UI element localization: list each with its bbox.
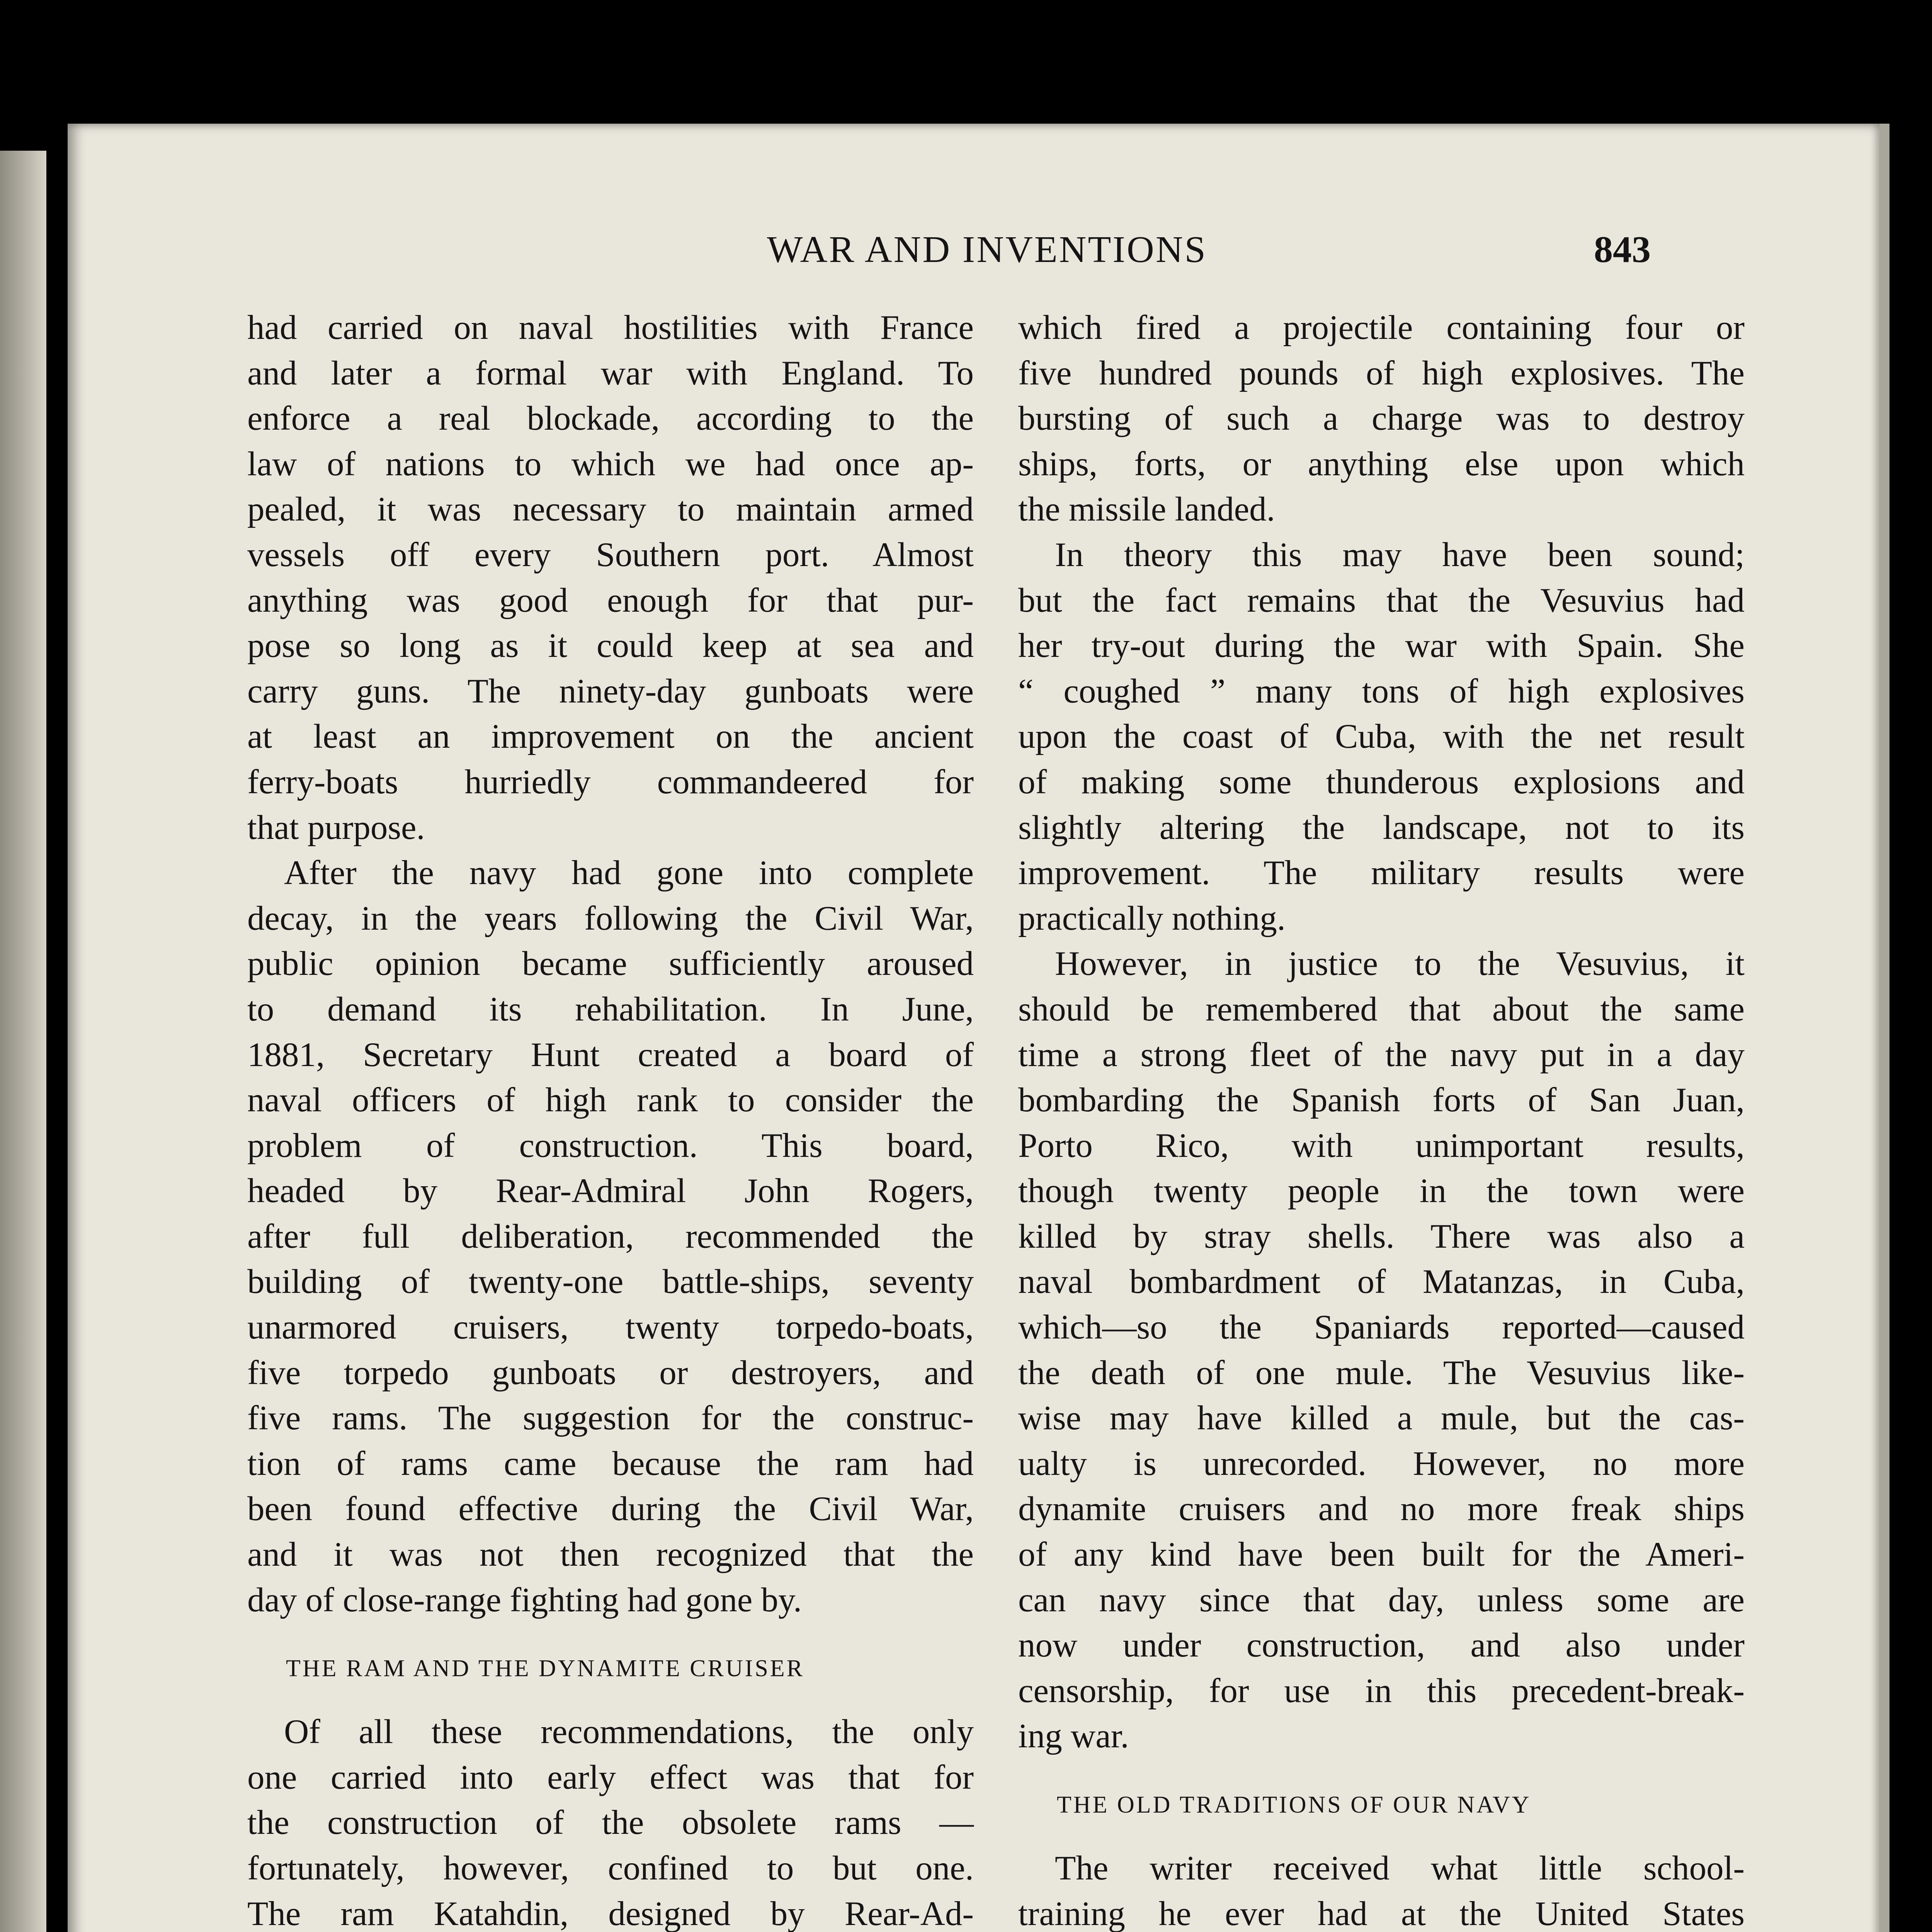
text-line: her try-out during the war with Spain. She <box>1018 627 1745 665</box>
text-line: practically nothing. <box>1018 899 1286 937</box>
text-line: improvement. The military results were <box>1018 854 1745 892</box>
text-line: to demand its rehabilitation. In June, <box>247 990 974 1028</box>
text-line: unarmored cruisers, twenty torpedo-boats, <box>247 1308 974 1347</box>
text-line: carry guns. The ninety-day gunboats were <box>247 672 974 710</box>
text-line: five torpedo gunboats or destroyers, and <box>247 1354 974 1392</box>
text-line: training he ever had at the United States <box>1018 1895 1745 1932</box>
text-line: naval officers of high rank to consider the <box>247 1081 974 1119</box>
text-line: ships, forts, or anything else upon which <box>1018 445 1745 483</box>
text-line: and later a formal war with England. To <box>247 354 974 392</box>
text-line: of making some thunderous explosions and <box>1018 763 1745 801</box>
text-line: dynamite cruisers and no more freak ships <box>1018 1490 1745 1528</box>
page-number: 843 <box>1594 229 1651 270</box>
text-line: can navy since that day, unless some are <box>1018 1581 1745 1619</box>
running-title: WAR AND INVENTIONS <box>767 229 1208 270</box>
text-line: public opinion became sufficiently aroused <box>247 945 974 983</box>
text-line: ualty is unrecorded. However, no more <box>1018 1444 1745 1483</box>
text-line: which fired a projectile containing four or <box>1018 309 1745 347</box>
text-line: censorship, for use in this precedent-break- <box>1018 1672 1745 1710</box>
text-line: vessels off every Southern port. Almost <box>247 536 974 574</box>
text-line: one carried into early effect was that for <box>247 1758 974 1796</box>
text-line: bursting of such a charge was to destroy <box>1018 400 1745 438</box>
text-line: which—so the Spaniards reported—caused <box>1018 1308 1745 1347</box>
text-line: after full deliberation, recommended the <box>247 1217 974 1255</box>
text-line: law of nations to which we had once ap- <box>247 445 974 483</box>
text-line: the missile landed. <box>1018 490 1275 529</box>
text-line: The writer received what little school- <box>1055 1849 1745 1887</box>
text-line: enforce a real blockade, according to the <box>247 400 974 438</box>
text-line: though twenty people in the town were <box>1018 1172 1745 1210</box>
text-line: five hundred pounds of high explosives. The <box>1018 354 1745 392</box>
text-line: wise may have killed a mule, but the cas- <box>1018 1399 1745 1437</box>
text-line: now under construction, and also under <box>1018 1626 1745 1665</box>
previous-page-edge <box>0 151 46 1932</box>
text-line: ing war. <box>1018 1717 1129 1755</box>
text-line: of any kind have been built for the Ameri- <box>1018 1536 1745 1574</box>
text-line: had carried on naval hostilities with France <box>247 309 974 347</box>
text-line: fortunately, however, confined to but one. <box>247 1849 974 1887</box>
book-page <box>68 124 1889 1932</box>
text-line: tion of rams came because the ram had <box>247 1444 974 1483</box>
text-line: Porto Rico, with unimportant results, <box>1018 1126 1745 1165</box>
text-line: at least an improvement on the ancient <box>247 718 974 756</box>
section-heading: THE RAM AND THE DYNAMITE CRUISER <box>286 1655 805 1682</box>
text-line: and it was not then recognized that the <box>247 1536 974 1574</box>
text-line: day of close-range fighting had gone by. <box>247 1581 802 1619</box>
text-line: five rams. The suggestion for the construc- <box>247 1399 974 1437</box>
running-head <box>68 228 1879 282</box>
text-line: but the fact remains that the Vesuvius had <box>1018 581 1745 619</box>
text-line: problem of construction. This board, <box>247 1126 974 1165</box>
text-line: 1881, Secretary Hunt created a board of <box>247 1036 974 1074</box>
text-line: In theory this may have been sound; <box>1055 536 1745 574</box>
left-text-column <box>247 305 974 1932</box>
text-line: been found effective during the Civil War, <box>247 1490 974 1528</box>
text-line: upon the coast of Cuba, with the net result <box>1018 718 1745 756</box>
text-line: However, in justice to the Vesuvius, it <box>1055 945 1745 983</box>
text-line: pealed, it was necessary to maintain armed <box>247 490 974 529</box>
text-line: building of twenty-one battle-ships, seventy <box>247 1263 974 1301</box>
text-line: the death of one mule. The Vesuvius like- <box>1018 1354 1745 1392</box>
right-text-column <box>1018 305 1745 1932</box>
text-line: time a strong fleet of the navy put in a day <box>1018 1036 1745 1074</box>
text-line: the construction of the obsolete rams — <box>247 1804 974 1842</box>
text-line: bombarding the Spanish forts of San Juan, <box>1018 1081 1745 1119</box>
text-line: naval bombardment of Matanzas, in Cuba, <box>1018 1263 1745 1301</box>
text-line: killed by stray shells. There was also a <box>1018 1217 1745 1255</box>
text-line: headed by Rear-Admiral John Rogers, <box>247 1172 974 1210</box>
text-line: The ram Katahdin, designed by Rear-Ad- <box>247 1895 974 1932</box>
text-line: decay, in the years following the Civil War, <box>247 899 974 937</box>
text-line: pose so long as it could keep at sea and <box>247 627 974 665</box>
text-line: anything was good enough for that pur- <box>247 581 974 619</box>
section-heading: THE OLD TRADITIONS OF OUR NAVY <box>1057 1792 1531 1818</box>
text-line: should be remembered that about the same <box>1018 990 1745 1028</box>
text-line: ferry-boats hurriedly commandeered for <box>247 763 974 801</box>
text-line: “ coughed ” many tons of high explosives <box>1018 672 1745 710</box>
text-line: Of all these recommendations, the only <box>284 1713 974 1751</box>
text-line: slightly altering the landscape, not to its <box>1018 808 1745 847</box>
text-line: After the navy had gone into complete <box>284 854 974 892</box>
text-line: that purpose. <box>247 808 425 847</box>
